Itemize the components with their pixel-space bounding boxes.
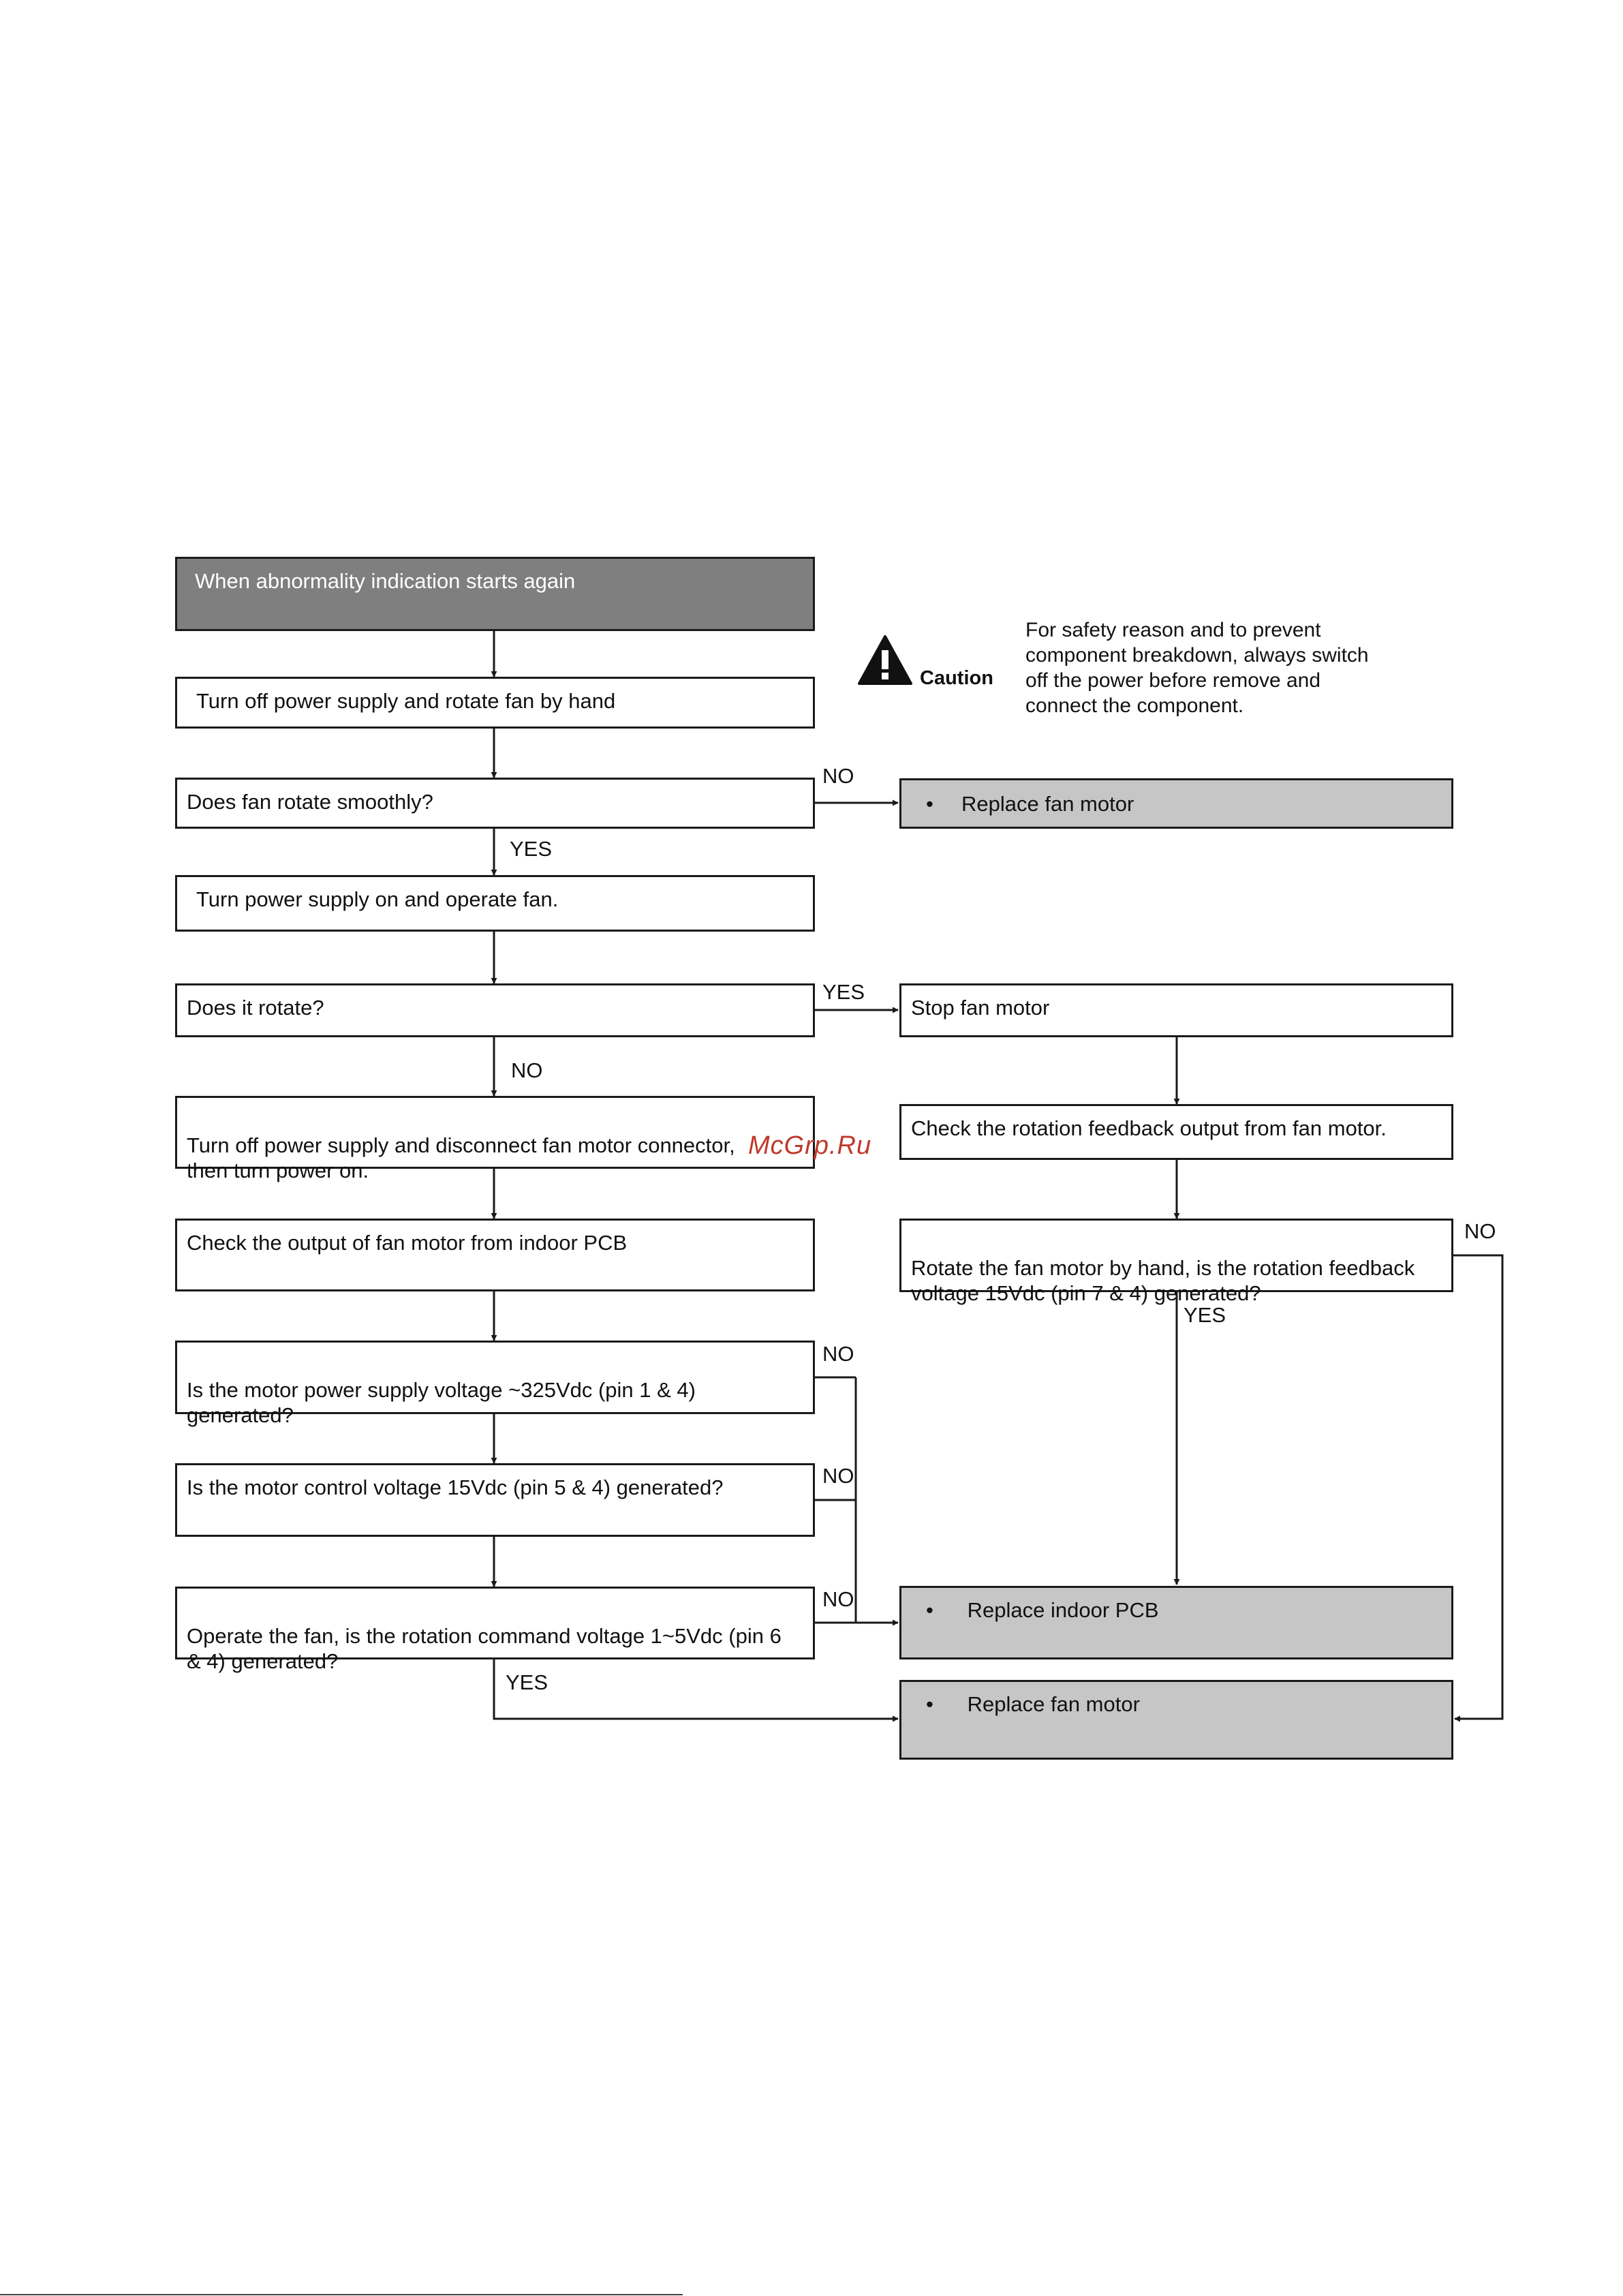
bullet-icon: • bbox=[926, 1692, 933, 1716]
decision-text: Operate the fan, is the rotation command voltage 1~5Vdc (pin 6 & 4) generated? bbox=[187, 1624, 782, 1673]
decision-text: Is the motor power supply voltage ~325Vdc (pin 1 & 4) generated? bbox=[187, 1378, 696, 1427]
label-supply-no: NO bbox=[822, 1342, 854, 1366]
step-power-on-operate bbox=[175, 875, 815, 932]
label-command-yes: YES bbox=[506, 1670, 548, 1694]
start-text: When abnormality indication starts again bbox=[195, 569, 576, 593]
step-check-output bbox=[175, 1219, 815, 1291]
arrow-rotatehand-no-to-replace-fan bbox=[1453, 1255, 1502, 1719]
decision-rotate-smoothly bbox=[175, 778, 815, 829]
step-power-off-rotate bbox=[175, 677, 815, 729]
step-text: Check the rotation feedback output from fan motor. bbox=[911, 1116, 1387, 1140]
footer-divider bbox=[0, 2294, 683, 2295]
outcome-replace-fan-motor-top bbox=[899, 778, 1453, 829]
step-text: Check the output of fan motor from indoor PCB bbox=[187, 1231, 628, 1255]
decision-control-voltage bbox=[175, 1463, 815, 1537]
label-feedback-yes: YES bbox=[1184, 1303, 1226, 1327]
step-text: Stop fan motor bbox=[911, 996, 1050, 1020]
decision-text: Does fan rotate smoothly? bbox=[187, 790, 433, 814]
caution-label: Caution bbox=[920, 667, 993, 689]
step-check-feedback bbox=[899, 1104, 1453, 1160]
decision-text: Does it rotate? bbox=[187, 996, 324, 1020]
watermark-text: McGrp.Ru bbox=[748, 1131, 872, 1160]
step-text: Turn off power supply and disconnect fan motor connector, then turn power on. bbox=[187, 1133, 735, 1182]
warning-triangle-icon bbox=[857, 634, 913, 687]
start-box bbox=[175, 557, 815, 631]
label-smooth-yes: YES bbox=[510, 837, 553, 861]
step-stop-fan-motor bbox=[899, 983, 1453, 1037]
caution-text: For safety reason and to prevent component breakdown, always switch off the power before remove and connect the component. bbox=[1025, 619, 1369, 717]
outcome-text: Replace fan motor bbox=[961, 791, 1134, 816]
outcome-text: Replace indoor PCB bbox=[967, 1598, 1159, 1622]
label-smooth-no: NO bbox=[822, 764, 854, 788]
decision-does-it-rotate bbox=[175, 983, 815, 1037]
label-command-no: NO bbox=[822, 1587, 854, 1611]
decision-text: Rotate the fan motor by hand, is the rotation feedback voltage 15Vdc (pin 7 & 4) generated? bbox=[911, 1256, 1415, 1305]
step-disconnect-connector bbox=[175, 1096, 815, 1182]
decision-text: Is the motor control voltage 15Vdc (pin 5 & 4) generated? bbox=[187, 1475, 724, 1499]
outcome-replace-indoor-pcb bbox=[899, 1586, 1453, 1659]
outcome-replace-fan-motor-bottom bbox=[899, 1680, 1453, 1760]
outcome-text: Replace fan motor bbox=[967, 1692, 1140, 1716]
arrow-command-yes-to-replace-fan bbox=[494, 1659, 898, 1719]
label-feedback-no: NO bbox=[1464, 1219, 1496, 1243]
label-control-no: NO bbox=[822, 1464, 854, 1488]
label-rotate-no: NO bbox=[511, 1058, 543, 1082]
decision-supply-voltage bbox=[175, 1341, 815, 1427]
bullet-icon: • bbox=[926, 791, 933, 816]
label-rotate-yes: YES bbox=[822, 980, 865, 1004]
step-text: Turn power supply on and operate fan. bbox=[196, 887, 559, 911]
decision-rotate-by-hand bbox=[899, 1219, 1453, 1305]
decision-command-voltage bbox=[175, 1587, 815, 1673]
step-text: Turn off power supply and rotate fan by hand bbox=[196, 689, 616, 713]
bullet-icon: • bbox=[926, 1598, 933, 1622]
